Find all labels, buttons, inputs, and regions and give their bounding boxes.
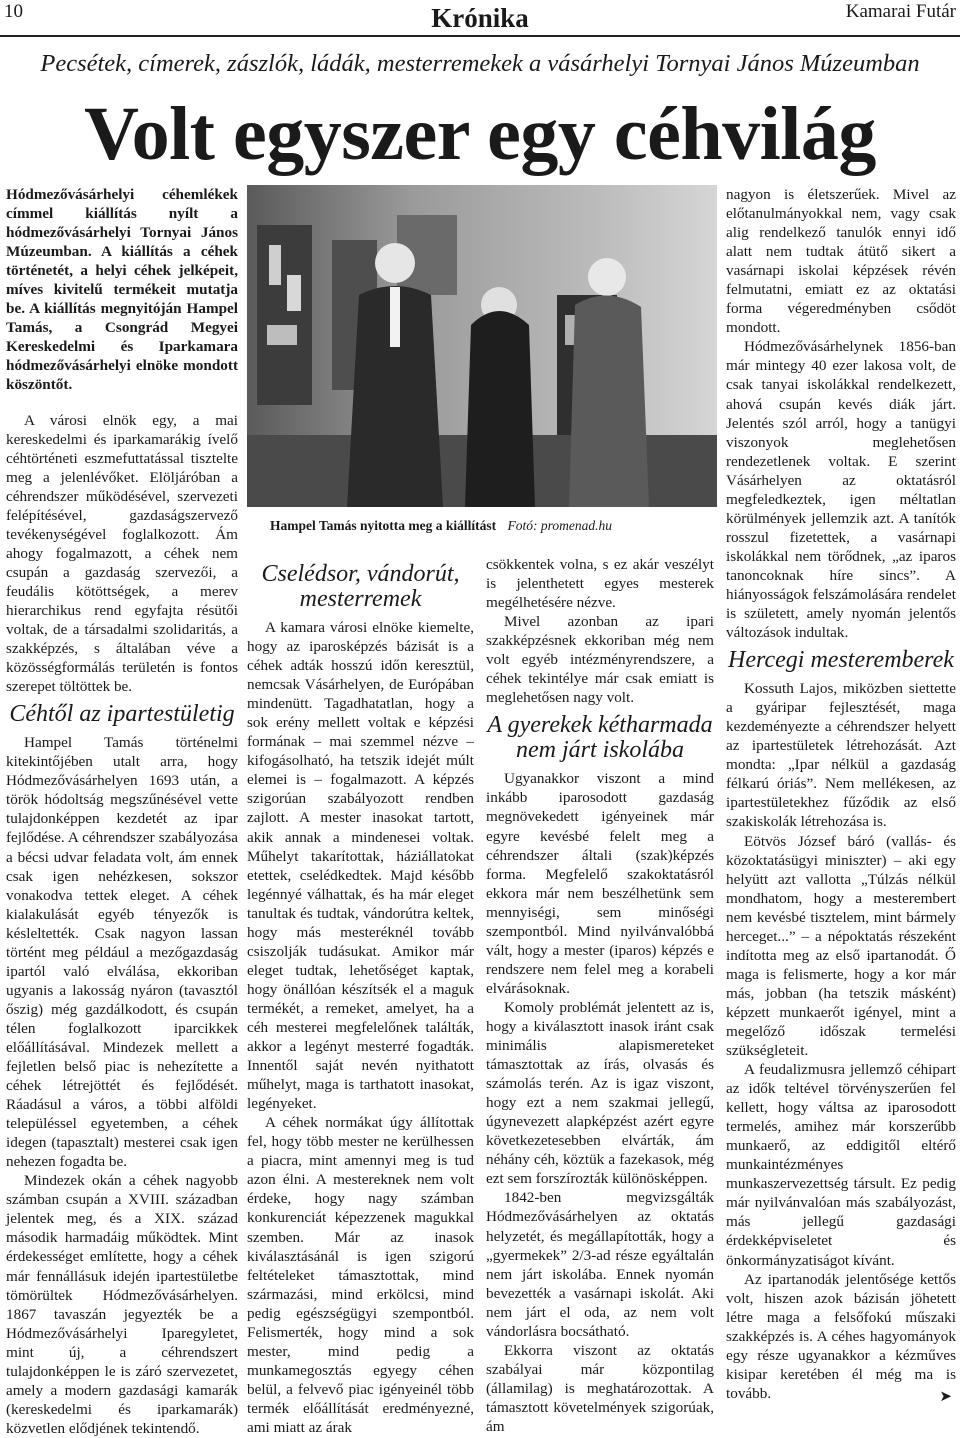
arrow-right-icon: ➤: [939, 1389, 952, 1405]
paragraph: nagyon is életszerűek. Mivel az előtanulmányokkal nem, vagy csak alig rendelkező tanulók ennyi idő alatt nem tudtak átütő sikert a vasárnapi iskolai képzések révén felmutatni, emiatt ez az oktatási forma végeredményben csődöt mondott.: [726, 186, 956, 337]
photo-caption: [270, 518, 710, 534]
paragraph: Az ipartanodák jelentősége kettős volt, hiszen azok bázisán jöhetett létre maga a felsőfokú műszaki szakképzés is. A céhes hagyományok egy része ugyanakkor a kézműves kisipar keretében él még ma is tovább.: [726, 1270, 956, 1402]
paragraph: Hódmezővásárhelynek 1856-ban már mintegy 40 ezer lakosa volt, de csak tanyai iskolákkal rendelkezett, ahová csupán kevés diák járt. Jelentés szól arról, hogy a tanügyi viszonyok meglehetősen rendezetlenek voltak. E szerint Vásárhelyen az oktatásról megfeledkeztek, igen méltatlan körülmények jellemzik azt. A tanítók rosszul fizetettek, a vasárnapi iskolákkal nem törődnek, „az iparos tanoncoknak híre sincs”. A hiányosságok felszámolására rendelet is született, amely nyomán jelentős változások indultak.: [726, 338, 956, 642]
publication-name: Kamarai Futár: [845, 1, 956, 22]
headline: Volt egyszer egy céhvilág: [84, 92, 876, 176]
subheading: Céhtől az ipartestületig: [9, 701, 235, 728]
subheading: Hercegi mesteremberek: [728, 647, 954, 674]
paragraph: Komoly problémát jelentett az is, hogy a kiválasztott inasok iránt csak minimális alapismereteket támasztottak az írás, olvasás és számolás terén. Az is igaz viszont, hogy ezt a nem szakmai jellegű, úgynevezett alapképzést azért egyre következetesebben elvárták, ám néhány céh, köztük a fazekasok, még ezt sem forszírozták különösképpen.: [486, 998, 714, 1188]
supertitle: Pecsétek, címerek, zászlók, ládák, mesterremekek a vásárhelyi Tornyai János Múzeumban: [40, 50, 920, 77]
event-photo: [247, 185, 717, 507]
caption-text: Hampel Tamás nyitotta meg a kiállítást: [270, 518, 497, 533]
paragraph: 1842-ben megvizsgálták Hódmezővásárhelyen az oktatás helyzetét, és megállapították, hogy a „gyermekek” 2/3-ad része egyáltalán nem járt iskolába. Ennek nyomán bevezették a vasárnapi iskolát. Aki nem járt el oda, az nem volt vándorlásra bocsátható.: [486, 1189, 714, 1340]
paragraph: Eötvös József báró (vallás- és közoktatásügyi miniszter) – aki egy helyütt azt vallotta „Túlzás nélkül mondhatom, hogy a mesterembert nem kevésbé tisztelem, mint bármely herceget...” – a népoktatás részeként indította meg az első ipartanodát. Ő maga is felismerte, hogy a kor már más, jobban (ha tetszik másként) képzett munkaerőt igényel, mint a megelőző időszak termelési szükségleteit.: [726, 832, 956, 1060]
paragraph: A feudalizmusra jellemző céhipart az idők teltével törvényszerűen fel kellett, hogy váltsa az iparosodott termelés, amihez már korszerűbb munkaerő, az eddigitől eltérő munkaintézményes munkaszervezettség társult. Ez pedig már nyilvánvalóan más szabályozást, más jellegű gazdasági érdekképviseletet és önkormányzatiságot kívánt.: [726, 1061, 956, 1269]
column-4: [726, 185, 956, 1403]
section-title: Krónika: [431, 3, 529, 33]
paragraph: Mindezek okán a céhek nagyobb számban csupán a XVIII. században jelentek meg, és a XIX. század második harmadáig működtek. Mint érdekességet említette, hogy a céhek már fennállásuk idején ipartestületbe tömörültek Hódmezővásárhelyen. 1867 tavaszán jegyezték be a Hódmezővásárhelyi Iparegyletet, mint új, a céhrendszert tulajdonképpen le is záró szervezetet, amely a modern gazdasági kamarák (kereskedelmi és iparkamarák) közvetlen elődjének tekintendő.: [6, 1172, 238, 1437]
column-1: [6, 185, 238, 1438]
photo-credit: Fotó: promenad.hu: [507, 518, 613, 533]
page-header: [0, 0, 960, 36]
lead-paragraph: Hódmezővásárhelyi céhemlékek címmel kiállítás nyílt a hódmezővásárhelyi Tornyai János Múzeumban. A kiállítás a céhek történetét, a helyi céhek jelképeit, míves kivitelű termékeit mutatja be. A kiállítás megnyitóján Hampel Tamás, a Csongrád Megyei Kereskedelmi és Iparkamara hódmezővásárhelyi elnöke mondott köszöntőt.: [6, 186, 238, 394]
header-rule: [0, 35, 960, 37]
column-3: [486, 555, 714, 1436]
column-2: [247, 562, 474, 1437]
page-number: 10: [4, 1, 23, 22]
subheading: A gyerekek kétharmada nem járt iskolába: [487, 712, 713, 764]
paragraph: Ugyanakkor viszont a mind inkább iparosodott gazdaság megnövekedett igényeinek már egyre kevésbé felelt meg a céhrendszer általi (szak)képzés forma. Megfelelő szakoktatásról ekkora már nem beszélhetünk sem mennyiségi, sem minőségi szempontból. Mind nyilvánvalóbbá vált, hogy a mester (iparos) képzés e rendszere nem felel meg a korabeli elvárásoknak.: [486, 770, 714, 997]
photo-image: [247, 185, 717, 507]
paragraph: A városi elnök egy, a mai kereskedelmi és iparkamarákig ívelő céhtörténeti eszmefuttatással tisztelte meg a jelenlévőket. Elöljáróban a céhrendszer működésével, szervezeti felépítésével, gazdaságszervező tevékenységével foglalkozott. Ám ahogy fogalmazott, a céhek nem csupán a gazdaság szervezői, a feudális kötöttségek, a merev hierarchikus rend egyfajta résütői voltak, de a társadalmi szolidaritás, a szakképzés, s általában véve a közösségformálás területén is fontos szerepet töltöttek be.: [6, 411, 238, 696]
paragraph: Hampel Tamás történelmi kitekintőjében utalt arra, hogy Hódmezővásárhelyen 1693 után, a török hódoltság megszűnésével vette tulajdonképpen kezdetét az ipar fejlődése. A céhrendszer szabályozása a bécsi udvar feladata volt, ám ennek csak igen nehézkesen, sokszor vonakodva tettek eleget. A céhek kialakulását egyéb tényezők is késleltették. Csak nagyon lassan történt meg például a mezőgazdaság ipartól való elválása, ekkoriban ugyanis a lakosság nyáron (tavasztól őszig) még gazdálkodott, és csupán télen foglalkozott iparcikkek előállításával. Mindezek mellett a fejletlen belső piac is nehezítette a céhek létrejöttét és fejlődését. Ráadásul a város, a többi alföldi településsel egyetemben, a céhek idegen (tapasztalt) mesterei csak igen nehezen fogadta be.: [6, 734, 238, 1171]
paragraph: Ekkorra viszont az oktatás szabályai már központilag (államilag) is meghatározottak. A támasztott követelmények szigorúak, ám: [486, 1341, 714, 1435]
paragraph: Mivel azonban az ipari szakképzésnek ekkoriban még nem volt egyéb intézményrendszere, a céhek tekintélye már csak emiatt is meglehetősen nagy volt.: [486, 613, 714, 707]
subheading: Cselédsor, vándorút, mesterremek: [261, 561, 460, 612]
paragraph: A céhek normákat úgy állítottak fel, hogy több mester ne kerülhessen a piacra, mint amennyi meg is tud azon élni. A mestereknek nem volt érdeke, hogy nagy számban konkurenciát képezzenek magukkal szemben. Már az inasok kiválasztásánál is igen szigorú feltételeket támasztottak, mind származási, mind erkölcsi, mind pedig egészségügyi szempontból. Felismerték, hogy mind a sok mester, mind pedig a munkamegosztás egyegy céhen belül, a felvevő piac igényeinél több termék előállítását eredményezné, ami miatt az árak: [247, 1114, 474, 1436]
paragraph: Kossuth Lajos, miközben siettette a gyáripar fejlesztését, maga kezdeményezte a céhrendszer helyett az ipartestületek létrehozását. Azt mondta: „Ipar nélkül a gazdaság félkarú óriás”. Nem mellékesen, az ipartestületekhez fűződik az első szakiskolák létrehozása is.: [726, 680, 956, 831]
paragraph: A kamara városi elnöke kiemelte, hogy az iparosképzés bázisát is a céhek adták hosszú időn keresztül, nemcsak Vásárhelyen, de Európában mindenütt. Tagadhatatlan, hogy a sok erény mellett voltak e képzési formának – mai szemmel nézve – kifogásolható, ha tetszik idejét múlt elemei is – fogalmazott. A képzés szigorúan szabályozott rendben zajlott. A mester inasokat tartott, akik annak a mindenesei voltak. Műhelyt takarítottak, háziállatokat etettek, cselédkedtek. Majd később legénnyé válhattak, és ha már eleget tanultak és tudtak, vándorútra keltek, hogy más mesteréknél tovább csiszolják tudásukat. Amikor már eleget tudtak, lehetőséget kaptak, hogy önállóan készítsék el a maguk termékét, a remeket, amelyet, ha a céh mesterei megfelelőnek találták, akkor a legényt mesterré fogadták. Innentől saját nevén nyithatott műhelyt, maga is tarthatott inasokat, legényeket.: [247, 619, 474, 1113]
paragraph: csökkentek volna, s ez akár veszélyt is jelenthetett egyes mesterek megélhetésére nézve.: [486, 556, 714, 612]
